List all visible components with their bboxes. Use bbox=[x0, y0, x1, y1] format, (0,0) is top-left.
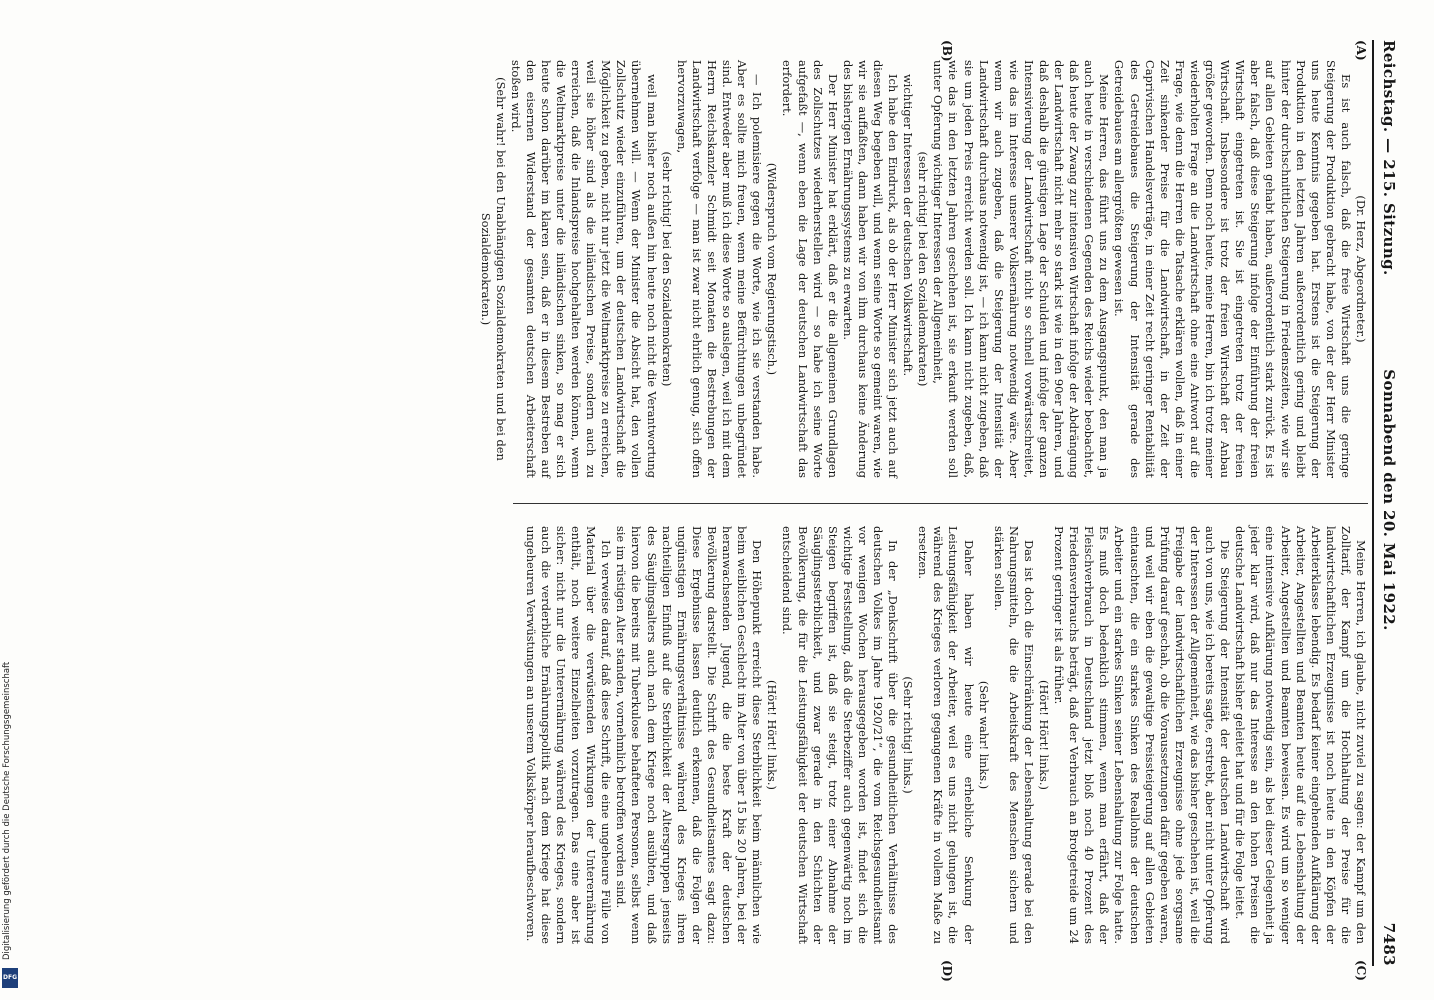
paragraph: wichtiger Interessen der deutschen Volkswirtschaft. bbox=[901, 74, 916, 377]
margin-marker-d: (D) bbox=[940, 960, 954, 982]
paragraph: Meine Herren, ich glaube, nicht zuviel zu sagen: der Kampf um den Zolltarif, der Kampf um die Hochhaltung der Preise für die landwirtschaftlichen Erzeugnisse ist noch heute in den Köpfen der Arbeiterklasse lebendig. Es bedarf keiner eingehenden Aufklärung der Arbeiter, Angestellten und Beamten heute auf die Lebenshaltung der Arbeiter, Angestellten und Beamten beweisen. Es wird um so weniger eine intensive Aufklärung notwendig sein, als bei dieser Gelegenheit ja jeder klar wird, daß nur das Interesse an den hohen Preisen die deutsche Landwirtschaft bisher geleitet hat und für die Folge leitet. bbox=[1233, 526, 1368, 944]
paragraph: (sehr richtig! bei den Sozialdemokraten) bbox=[916, 151, 931, 387]
margin-marker-a: (A) bbox=[1354, 40, 1368, 61]
paragraph: (Widerspruch vom Regierungstisch.) bbox=[765, 162, 780, 376]
paragraph: Ich verweise darauf, daß diese Schrift, die eine ungeheure Fülle von Material über die verwüstenden Wirkungen der Unterernährung enthält, noch weitere Einzelheiten vorzutragen. Das eine aber ist sicher: nicht nur die Unterernährung während des Krieges, sondern auch die verderbliche Ernährungspolitik nach dem Kriege hat diese ungeheuren Verwüstungen an unserem Volkskörper heraufbeschworen. bbox=[523, 526, 614, 944]
paragraph: (Sehr richtig! links.) bbox=[901, 676, 916, 794]
header-date: Sonnabend den 20. Mai 1922. bbox=[1380, 369, 1398, 631]
header-left: Reichstag. — 215. Sitzung. bbox=[1380, 40, 1398, 276]
paragraph: (Sehr wahr! bei den Unabhängigen Sozialdemokraten und bei den Sozialdemokraten.) bbox=[478, 77, 508, 461]
paragraph: Daher haben wir heute eine erhebliche Senkung der Leistungsfähigkeit der Arbeiter, weil es uns nicht gelungen ist, die während des Krieges verloren gegangenen Kräfte in vollem Maße zu ersetzen. bbox=[916, 526, 976, 944]
paragraph: (sehr richtig! bei den Sozialdemokraten) bbox=[659, 151, 674, 387]
paragraph: Den Höhepunkt erreicht diese Sterblichkeit beim männlichen wie beim weiblichen Geschlecht im Alter von über 15 bis 20 Jahren, bei der heranwachsenden Jugend, die die beste Kraft der deutschen Bevölkerung darstellt. Die Schrift des Gesundheitsamtes sagt dazu: Diese Ergebnisse lassen deutlich erkennen, daß die Folgen der ungünstigen Ernährungsverhältnisse während des Krieges ihren nachteiligen Einfluß auf die Sterblichkeit der Altersgruppen jenseits des Säuglingsalters auch nach dem Kriege noch ausübten, und daß hiervon die bereits mit Tuberkulose behafteten Personen, selbst wenn sie im rüstigen Alter standen, vornehmlich betroffen worden sind. bbox=[614, 526, 765, 944]
paragraph: (Sehr wahr! links.) bbox=[976, 680, 991, 790]
margin-marker-b: (B) bbox=[940, 40, 954, 62]
column-divider bbox=[513, 503, 1368, 504]
page-header bbox=[1376, 0, 1398, 1000]
left-column bbox=[478, 60, 1368, 478]
page-number: 7483 bbox=[1380, 922, 1398, 966]
paragraph: weil man bisher noch außen hin heute noch nicht die Verantwortung übernehmen will. — Wenn der Minister die Absicht hat, den vollen Zollschutz wieder einzuführen, um der deutschen Landwirtschaft die Möglichkeit zu geben, nicht nur jetzt die Weltmarktpreise zu erreichen, weil sie höher sind als die inländischen Preise, sondern auch zu erreichen, daß die Inlandspreise hochgehalten werden können, wenn die Weltmarktpreise unter die inländischen sinken, so mag er sich heute schon darüber im klaren sein, daß er in diesem Bestreben auf den eisernen Widerstand der gesamten deutschen Arbeiterschaft stoßen wird. bbox=[508, 60, 659, 478]
paragraph: Meine Herren, das führt uns zu dem Ausgangspunkt, den man ja auch heute in verschiedenen Gegenden des Reichs wieder beobachtet, daß heute der Zwang zur intensiven Wirtschaft infolge der Abdrängung der Landwirtschaft nicht mehr so stark ist wie in den 90er Jahren, und daß deshalb die günstigen Lage der Schulden und infolge der ganzen Intensivierung der Landwirtschaft nicht so schnell vorwärtsschreitet, wie das im Interesse unserer Volksernährung notwendig wäre. Aber wenn wir auch zugeben, daß die Steigerung der Intensität der Landwirtschaft durchaus notwendig ist, — ich kann nicht zugeben, daß sie um jeden Preis erreicht werden soll. Ich kann nicht zugeben, daß, wie das in den letzten Jahren geschehen ist, sie erkauft werden soll unter Opferung wichtiger Interessen der Allgemeinheit, bbox=[931, 60, 1112, 478]
paragraph: Ich habe den Eindruck, als ob der Herr Minister sich jetzt auch auf diesen Weg begeben will, und wenn seine Worte so gemeint waren, wie wir sie auffaßten, dann haben wir von ihm durchaus keine Änderung des bisherigen Ernährungssystems zu erwarten. bbox=[840, 60, 901, 478]
paragraph: (Hört! Hört! links.) bbox=[1037, 680, 1052, 790]
paragraph: In der „Denkschrift über die gesundheitlichen Verhältnisse des deutschen Volkes im Jahre 1920/21“, die vom Reichsgesundheitsamt vor wenigen Wochen herausgegeben worden ist, findet sich die wichtige Feststellung, daß die Sterbeziffer auch gegenwärtig noch im Steigen begriffen ist, daß sie steigt, trotz einer Abnahme der Säuglingssterblichkeit, und zwar gerade in den Schichten der Bevölkerung, die für die Leistungsfähigkeit der deutschen Wirtschaft entscheidend sind. bbox=[780, 526, 901, 944]
paragraph: (Hört! Hört! links.) bbox=[765, 680, 780, 790]
dfg-logo: DFG bbox=[2, 968, 18, 988]
header-rule bbox=[1372, 40, 1374, 966]
paragraph: — Ich polemisiere gegen die Worte, wie ich sie verstanden habe. Aber es sollte mich freuen, wenn meine Befürchtungen unbegründet sind. Entweder aber muß ich diese Worte so auslegen, weil ich mit dem Herrn Reichskanzler Schmidt seit Monaten die Bestrebungen der Landwirtschaft verfolge — man ist zwar nicht ehrlich genug, sich offen hervorzuwagen, bbox=[674, 60, 765, 478]
paragraph: Der Herr Minister hat erklärt, daß er die allgemeinen Grundlagen des Zollschutzes wiederherstellen wird — so habe ich seine Worte aufgefaßt —, wenn eben die Lage der deutschen Landwirtschaft das erfordert. bbox=[780, 60, 840, 478]
paragraph: (Dr. Herz, Abgeordneter.) bbox=[1354, 195, 1368, 343]
funding-note-text: Digitalisierung gefördert durch die Deutsche Forschungsgemeinschaft bbox=[2, 661, 12, 960]
paragraph: Das ist doch die Einschränkung der Lebenshaltung gerade bei den Nahrungsmitteln, die die Arbeitskraft des Menschen sichern und stärken sollen. bbox=[991, 526, 1036, 944]
margin-marker-c: (C) bbox=[1354, 960, 1368, 981]
paragraph: Es ist auch falsch, daß die freie Wirtschaft uns die geringe Steigerung der Produktion gebracht habe, von der der Herr Minister uns heute Kenntnis gegeben hat. Erstens ist die Steigerung der Produktion in den letzten Jahren außerordentlich gering und bleibt hinter der durchschnittlichen Steigerung in Friedenszeiten, wie wir sie auf allen Gebieten gehabt haben, außerordentlich stark zurück. Es ist aber falsch, daß diese Steigerung infolge der Einführung der freien Wirtschaft eingetreten ist. Sie ist eingetreten trotz der freien Wirtschaft. Insbesondere ist trotz der freien Wirtschaft der Anbau größer geworden. Denn noch heute, meine Herren, bin ich trotz meiner wiederholten Frage an die Landwirtschaft ohne eine Antwort auf die Frage, wie denn die Herren die Tatsache erklären wollen, daß in einer Zeit sinkender Preise für die Landwirtschaft, in der Zeit der Caprivischen Handelsverträge, in einer Zeit recht geringer Rentabilität des Getreidebaues die Steigerung der Intensität gerade des Getreidebaues am allergrößten gewesen ist. bbox=[1112, 60, 1353, 478]
paragraph: Die Steigerung der Intensität der deutschen Landwirtschaft wird auch von uns, wie ich bereits sagte, erstrebt, aber nicht unter Opferung der Interessen der Allgemeinheit, wie das bisher geschehen ist, weil die Freigabe der landwirtschaftlichen Erzeugnisse ohne jede sorgsame Prüfung darauf geschah, ob die Voraussetzungen dafür gegeben waren, und weil wir eben die gewaltige Preissteigerung auf allen Gebieten eintauschten, die ein starkes Sinken des Reallohns der deutschen Arbeiter und ein starkes Sinken seiner Lebenshaltung zur Folge hatte. Es muß doch bedenklich stimmen, wenn man erfährt, daß der Fleischverbrauch in Deutschland jetzt bloß noch 40 Prozent des Friedensverbrauchs beträgt, daß der Verbrauch an Brotgetreide um 24 Prozent geringer ist als früher. bbox=[1052, 526, 1233, 944]
right-column bbox=[513, 526, 1368, 944]
funding-note bbox=[2, 300, 14, 960]
